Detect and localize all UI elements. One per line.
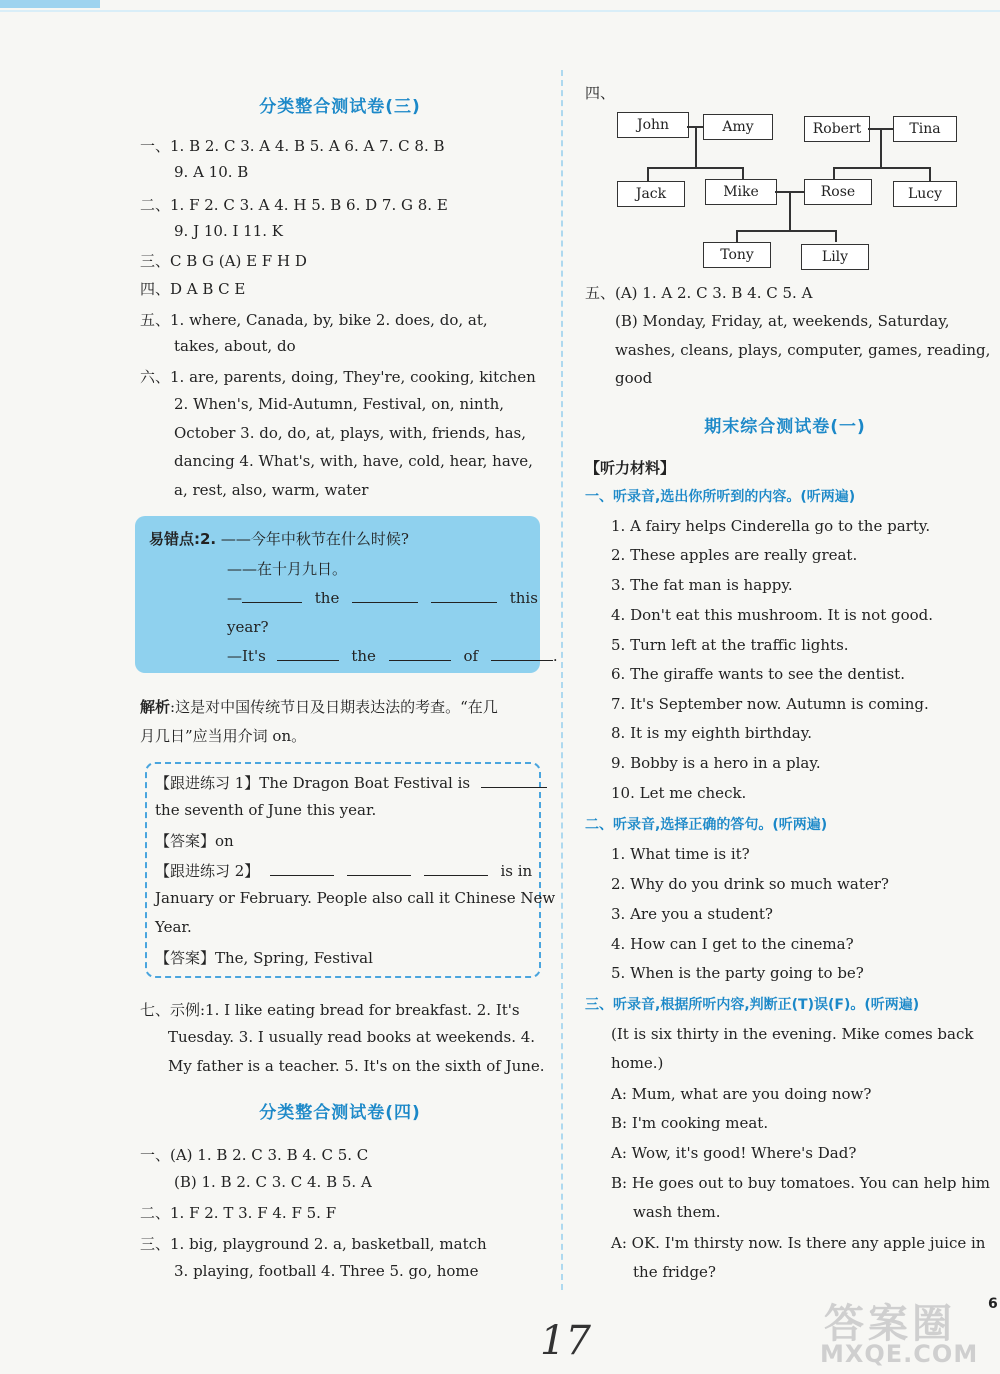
error-prone-box: 易错点:2. ——今年中秋节在什么时候? ——在十月九日。 — the this year? —It's the of . (135, 516, 540, 673)
error-word-the2: the (351, 647, 376, 665)
error-label: 易错点:2. (149, 530, 217, 548)
analysis-text-1: :这是对中国传统节日及日期表达法的考查。“在几 (170, 698, 498, 716)
answer-line: Tuesday. 3. I usually read books at weekends. 4. (168, 1028, 536, 1046)
answer-line: 2. When's, Mid-Autumn, Festival, on, ninth, (174, 395, 505, 413)
analysis-label: 解析 (140, 698, 171, 716)
watermark-text: 答案圈 (824, 1301, 956, 1347)
answer-line: 四、D A B C E (140, 280, 246, 298)
tree-node-lucy: Lucy (893, 181, 957, 207)
tree-node-tony: Tony (703, 242, 771, 268)
listening-item: 1. A fairy helps Cinderella go to the party. (611, 517, 931, 535)
error-word-its: —It's (227, 647, 266, 665)
answer-line: 9. J 10. I 11. K (174, 222, 284, 240)
answer-line: 3. playing, football 4. Three 5. go, home (174, 1262, 479, 1280)
tree-node-jack: Jack (617, 181, 685, 207)
answer-line: October 3. do, do, at, plays, with, friends, has, (174, 424, 526, 442)
listening-item: 10. Let me check. (611, 784, 747, 802)
practice-2-isin: is in (500, 862, 533, 880)
error-word-year: year? (227, 618, 269, 636)
listening-item: 4. How can I get to the cinema? (611, 935, 854, 953)
listening-section-1: 一、听录音,选出你所听到的内容。(听两遍) (585, 489, 856, 505)
listening-item: 5. When is the party going to be? (611, 964, 864, 982)
practice-2-answer: 【答案】The, Spring, Festival (155, 949, 373, 967)
answer-line: My father is a teacher. 5. It's on the sixth of June. (168, 1057, 545, 1075)
answer-line: 二、1. F 2. C 3. A 4. H 5. B 6. D 7. G 8. E (140, 196, 448, 214)
dialogue-line: B: He goes out to buy tomatoes. You can help him (611, 1174, 990, 1192)
error-word-of: of (463, 647, 479, 665)
answer-line: a, rest, also, warm, water (174, 481, 369, 499)
listening-section-2: 二、听录音,选择正确的答句。(听两遍) (585, 817, 828, 833)
analysis-text-2: 月几日”应当用介词 on。 (140, 727, 307, 745)
practice-2-text: 【跟进练习 2】 (155, 862, 260, 880)
tree-node-rose: Rose (804, 179, 872, 205)
section-title-test3: 分类整合测试卷(三) (259, 97, 421, 117)
tree-node-john: John (617, 112, 689, 138)
error-question-2: ——在十月九日。 (227, 560, 348, 578)
listening-label: 【听力材料】 (585, 459, 676, 477)
answer-line: 9. A 10. B (174, 163, 249, 181)
listening-item: 2. These apples are really great. (611, 546, 858, 564)
error-word-this: this (509, 589, 538, 607)
listening-item: 9. Bobby is a hero in a play. (611, 754, 821, 772)
listening-item: 5. Turn left at the traffic lights. (611, 636, 849, 654)
dialogue-line: A: OK. I'm thirsty now. Is there any apple juice in (611, 1234, 986, 1252)
answer-line: 七、示例:1. I like eating bread for breakfast. 2. It's (140, 1001, 520, 1019)
handwritten-page-mark: 17 (540, 1318, 591, 1364)
answer-line: good (615, 369, 653, 387)
practice-2-text-3: Year. (155, 918, 192, 936)
answer-line: (B) Monday, Friday, at, weekends, Saturday, (615, 312, 950, 330)
tree-node-mike: Mike (705, 179, 777, 205)
listening-item: 7. It's September now. Autumn is coming. (611, 695, 929, 713)
listening-item: 8. It is my eighth birthday. (611, 724, 812, 742)
answer-line: (B) 1. B 2. C 3. C 4. B 5. A (174, 1173, 372, 1191)
section-title-final: 期末综合测试卷(一) (704, 417, 866, 437)
answer-line: 一、1. B 2. C 3. A 4. B 5. A 6. A 7. C 8. B (140, 137, 445, 155)
watermark-logo (812, 1292, 992, 1372)
practice-box (145, 762, 556, 978)
tree-node-tina: Tina (893, 116, 957, 142)
dialogue-line: B: I'm cooking meat. (611, 1114, 769, 1132)
error-question-1: ——今年中秋节在什么时候? (220, 530, 409, 548)
listening-item: 3. Are you a student? (611, 905, 773, 923)
dialogue-line: home.) (611, 1054, 664, 1072)
answer-line: 三、C B G (A) E F H D (140, 252, 307, 270)
tree-node-robert: Robert (804, 116, 870, 142)
listening-item: 1. What time is it? (611, 845, 750, 863)
dialogue-line: A: Mum, what are you doing now? (611, 1085, 872, 1103)
dialogue-line: wash them. (633, 1203, 721, 1221)
tree-node-lily: Lily (801, 244, 869, 270)
practice-2-text-2: January or February. People also call it Chinese New (155, 889, 556, 907)
watermark-url: MXQE.COM (820, 1340, 979, 1368)
answer-line: 五、1. where, Canada, by, bike 2. does, do, at, (140, 311, 488, 329)
side-page-number: 6 (988, 1296, 998, 1312)
listening-item: 4. Don't eat this mushroom. It is not good. (611, 606, 934, 624)
listening-item: 2. Why do you drink so much water? (611, 875, 889, 893)
answer-line: 二、1. F 2. T 3. F 4. F 5. F (140, 1204, 337, 1222)
answer-line: 一、(A) 1. B 2. C 3. B 4. C 5. C (140, 1146, 369, 1164)
dialogue-line: (It is six thirty in the evening. Mike comes back (611, 1025, 974, 1043)
tree-node-amy: Amy (703, 114, 773, 140)
listening-item: 3. The fat man is happy. (611, 576, 793, 594)
top-color-bar (0, 0, 1000, 14)
practice-1-text-2: the seventh of June this year. (155, 801, 377, 819)
error-word-the: the (314, 589, 340, 607)
answer-line: takes, about, do (174, 337, 296, 355)
answer-line: 六、1. are, parents, doing, They're, cooking, kitchen (140, 368, 536, 386)
listening-section-3: 三、听录音,根据所听内容,判断正(T)误(F)。(听两遍) (585, 997, 920, 1013)
q4-label: 四、 (585, 84, 616, 102)
practice-1-text: 【跟进练习 1】The Dragon Boat Festival is (155, 774, 471, 792)
answer-line: washes, cleans, plays, computer, games, reading, (615, 341, 991, 359)
answer-line: 三、1. big, playground 2. a, basketball, match (140, 1235, 487, 1253)
answer-line: dancing 4. What's, with, have, cold, hear, have, (174, 452, 533, 470)
listening-item: 6. The giraffe wants to see the dentist. (611, 665, 905, 683)
practice-1-answer: 【答案】on (155, 832, 234, 850)
answer-line: 五、(A) 1. A 2. C 3. B 4. C 5. A (585, 284, 813, 302)
column-divider (561, 70, 563, 1290)
dialogue-line: the fridge? (633, 1263, 716, 1281)
dialogue-line: A: Wow, it's good! Where's Dad? (611, 1144, 857, 1162)
section-title-test4: 分类整合测试卷(四) (259, 1103, 421, 1123)
